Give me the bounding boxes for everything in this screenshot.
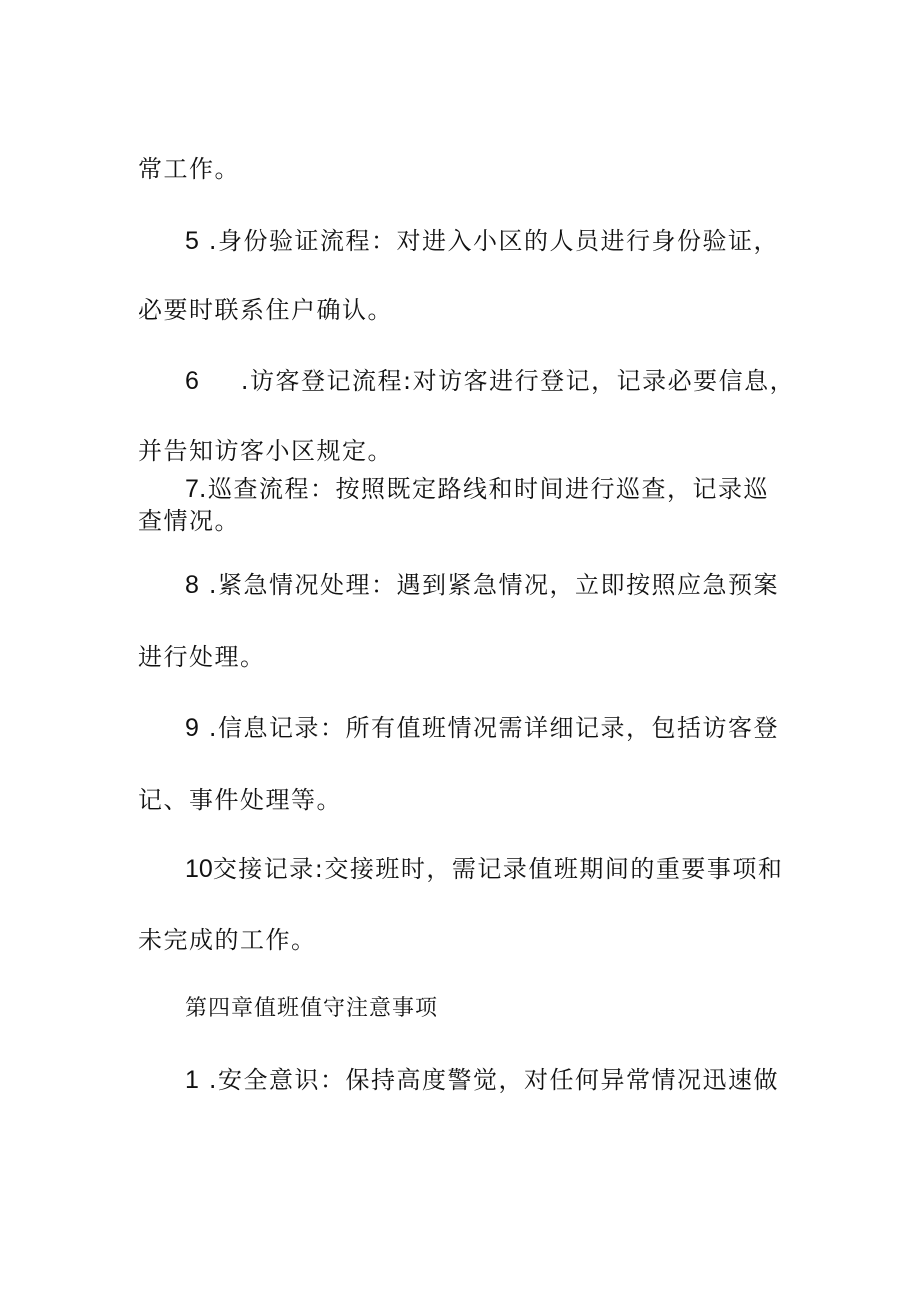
line-text: .访客登记流程:对访客进行登记，记录必要信息， (240, 367, 796, 395)
line-text: 进行处理。 (138, 643, 266, 671)
list-item-1 (185, 1065, 779, 1095)
list-item-8 (185, 570, 779, 600)
line-text: .信息记录：所有值班情况需详细记录，包括访客登 (208, 714, 780, 742)
list-number: 5 (185, 227, 199, 255)
list-number: 8 (185, 571, 199, 599)
text-line (138, 506, 240, 536)
list-number: 6 (185, 367, 199, 395)
list-number: 9 (185, 714, 199, 742)
line-text: .巡查流程：按照既定路线和时间进行巡查，记录巡 (198, 475, 770, 503)
list-item-6 (185, 366, 795, 396)
line-text: 必要时联系住户确认。 (138, 296, 393, 324)
text-line (138, 785, 342, 815)
chapter-heading (185, 994, 438, 1024)
list-number: 10 (185, 855, 213, 883)
list-item-9 (185, 713, 779, 743)
line-text: .安全意识：保持高度警觉，对任何异常情况迅速做 (208, 1066, 780, 1094)
text-line (138, 642, 266, 672)
list-item-5 (185, 226, 779, 256)
list-item-10 (185, 854, 783, 884)
line-text: 未完成的工作。 (138, 926, 317, 954)
line-text: .身份验证流程：对进入小区的人员进行身份验证， (208, 227, 780, 255)
text-line (138, 925, 317, 955)
text-line (138, 295, 393, 325)
line-text: 常工作。 (138, 155, 240, 183)
line-text: 交接记录:交接班时，需记录值班期间的重要事项和 (212, 855, 784, 883)
list-item-7 (185, 474, 769, 504)
heading-text: 第四章值班值守注意事项 (185, 996, 439, 1021)
text-line (138, 154, 240, 184)
line-text: 查情况。 (138, 507, 240, 535)
text-line (138, 436, 393, 466)
list-number: 1 (185, 1066, 199, 1094)
line-text: 记、事件处理等。 (138, 786, 342, 814)
line-text: .紧急情况处理：遇到紧急情况，立即按照应急预案 (208, 571, 780, 599)
list-number: 7 (185, 475, 199, 503)
line-text: 并告知访客小区规定。 (138, 437, 393, 465)
